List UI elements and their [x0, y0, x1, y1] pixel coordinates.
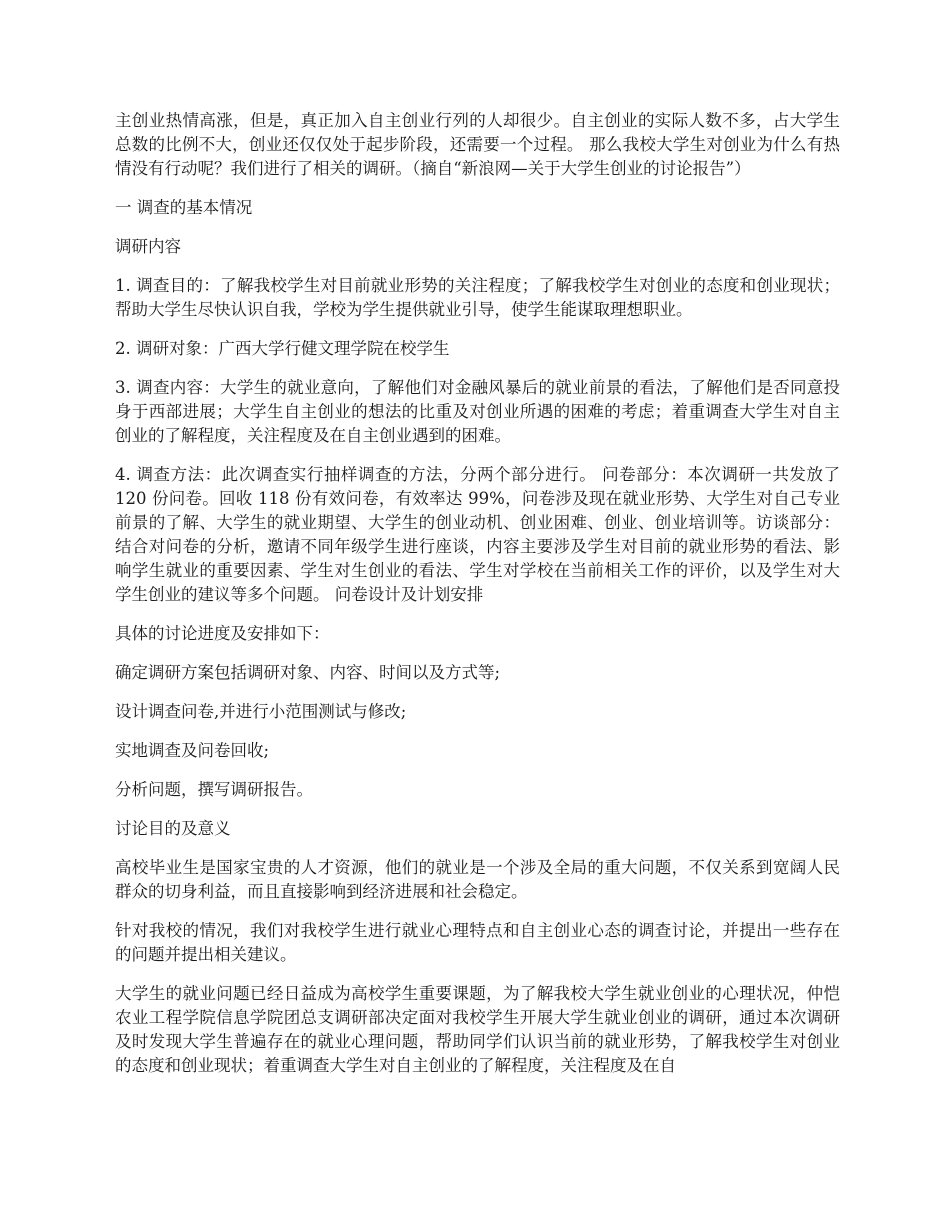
schedule-intro: 具体的讨论进度及安排如下： [115, 624, 330, 643]
schedule-step-4: 分析问题，撰写调研报告。 [115, 780, 313, 799]
item-research-method: 4. 调查方法：此次调查实行抽样调查的方法，分两个部分进行。 问卷部分：本次调研一共发放了 120 份问卷。回收 118 份有效问卷，有效率达 99%，问卷涉及现在就业形势、大学生对自己专业前景的了解、大学生的就业期望、大学生的创业动机、创业困难、创业、创业培训等。访谈部分：结合对问卷的分析，邀请不同年级学生进行座谈，内容主要涉及学生对目前的就业形势的看法、影响学生就业的重要因素、学生对生创业的看法、学生对学校在当前相关工作的评价，以及学生对大学生创业的建议等多个问题。 问卷设计及计划安排 [115, 465, 840, 604]
item-research-subject: 2. 调研对象：广西大学行健文理学院在校学生 [115, 339, 450, 358]
item-research-purpose: 1. 调查目的：了解我校学生对目前就业形势的关注程度；了解我校学生对创业的态度和创业现状；帮助大学生尽快认识自我，学校为学生提供就业引导，使学生能谋取理想职业。 [115, 276, 840, 319]
schedule-step-1: 确定调研方案包括调研对象、内容、时间以及方式等; [115, 663, 501, 682]
significance-paragraph-2: 针对我校的情况，我们对我校学生进行就业心理特点和自主创业心态的调查讨论，并提出一些存在的问题并提出相关建议。 [115, 921, 840, 964]
schedule-step-3: 实地调查及问卷回收; [115, 741, 270, 760]
schedule-step-2: 设计调查问卷,并进行小范围测试与修改; [115, 702, 407, 721]
intro-paragraph: 主创业热情高涨，但是，真正加入自主创业行列的人却很少。自主创业的实际人数不多，占大学生总数的比例不大，创业还仅仅处于起步阶段，还需要一个过程。 那么我校大学生对创业为什么有热情没有行动呢？我们进行了相关的调研。（摘自“新浪网—关于大学生创业的讨论报告”） [115, 111, 840, 178]
subheading-purpose-significance: 讨论目的及意义 [115, 819, 231, 838]
subheading-research-content: 调研内容 [115, 237, 181, 256]
section-heading-basic-situation: 一 调查的基本情况 [115, 198, 253, 217]
document-page [115, 109, 840, 1093]
significance-paragraph-3: 大学生的就业问题已经日益成为高校学生重要课题，为了解我校大学生就业创业的心理状况，仲恺农业工程学院信息学院团总支调研部决定面对我校学生开展大学生就业创业的调研，通过本次调研及时发现大学生普遍存在的就业心理问题，帮助同学们认识当前的就业形势，了解我校学生对创业的态度和创业现状；着重调查大学生对自主创业的了解程度，关注程度及在自 [115, 984, 840, 1075]
significance-paragraph-1: 高校毕业生是国家宝贵的人才资源，他们的就业是一个涉及全局的重大问题，不仅关系到宽阔人民群众的切身利益，而且直接影响到经济进展和社会稳定。 [115, 858, 840, 901]
item-research-content: 3. 调查内容：大学生的就业意向，了解他们对金融风暴后的就业前景的看法，了解他们是否同意投身于西部进展；大学生自主创业的想法的比重及对创业所遇的困难的考虑；着重调查大学生对自主创业的了解程度，关注程度及在自主创业遇到的困难。 [115, 378, 840, 445]
